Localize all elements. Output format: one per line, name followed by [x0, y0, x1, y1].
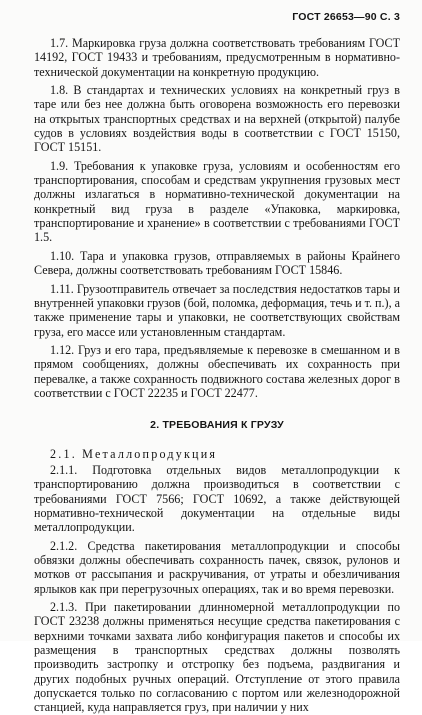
- paragraph-1-12: 1.12. Груз и его тара, предъявляемые к перевозке в смешанном и в прямом сообщениях, должны обеспечивать их сохранность при перевалке, а также сохранность подвижного состава железных дорог в соответствии с ГОСТ 22235 и ГОСТ 22477.: [34, 342, 400, 400]
- paragraph-2-1-3: 2.1.3. При пакетировании длинномерной металлопродукции по ГОСТ 23238 должны применяться несущие средства пакетирования с верхними точками захвата либо конфигурация пакетов и способы их размещения в транспортных средствах должны позволять производить застропку и отстропку без подъема, раздвигания и других подобных ручных операций. Отступление от этого правила допускается только по согласованию с портом или железнодорожной станцией, куда направляется груз, при наличии у них: [34, 600, 400, 715]
- paragraph-1-8: 1.8. В стандартах и технических условиях на конкретный груз в таре или без нее должна быть оговорена возможность его перевозки на открытых транспортных средствах и на верхней (открытой) палубе судов в условиях воздействия воды в соответствии с ГОСТ 15150, ГОСТ 15151.: [34, 83, 400, 155]
- paragraph-2-1-1: 2.1.1. Подготовка отдельных видов металлопродукции к транспортированию должна производиться в соответствии с требованиями ГОСТ 7566; ГОСТ 10692, а также действующей нормативно-технической документации на отдельные виды металлопродукции.: [34, 462, 400, 535]
- paragraph-2-1-2: 2.1.2. Средства пакетирования металлопродукции и способы обвязки должны обеспечивать сохранность пачек, связок, рулонов и мотков от рассыпания и раскручивания, от утраты и обезличивания ярлыков как при перегрузочных операциях, так и во время перевозки.: [34, 538, 400, 596]
- document-body: [34, 36, 400, 715]
- page-header: ГОСТ 26653—90 С. 3: [292, 11, 400, 23]
- section-title: 2. ТРЕБОВАНИЯ К ГРУЗУ: [150, 419, 284, 432]
- subsection-title: 2.1. Металлопродукция: [50, 446, 218, 461]
- paragraph-1-11: 1.11. Грузоотправитель отвечает за последствия недостатков тары и внутренней упаковки грузов (бой, поломка, деформация, течь и т. п.), а также применение тары и упаковки, не соответствующих свойствам груза, его массе или установленным стандартам.: [34, 281, 400, 339]
- paragraph-1-7: 1.7. Маркировка груза должна соответствовать требованиям ГОСТ 14192, ГОСТ 19433 и требованиям, предусмотренным в нормативно-технической документации на конкретную продукцию.: [34, 36, 400, 79]
- paragraph-1-9: 1.9. Требования к упаковке груза, условиям и особенностям его транспортирования, способам и средствам укрупнения грузовых мест должны излагаться в нормативно-технической документации на конкретный вид груза в разделе «Упаковка, маркировка, транспортирование и хранение» в соответствии с требованиями ГОСТ 1.5.: [34, 158, 400, 245]
- paragraph-1-10: 1.10. Тара и упаковка грузов, отправляемых в районы Крайнего Севера, должны соответствовать требованиям ГОСТ 15846.: [34, 248, 400, 278]
